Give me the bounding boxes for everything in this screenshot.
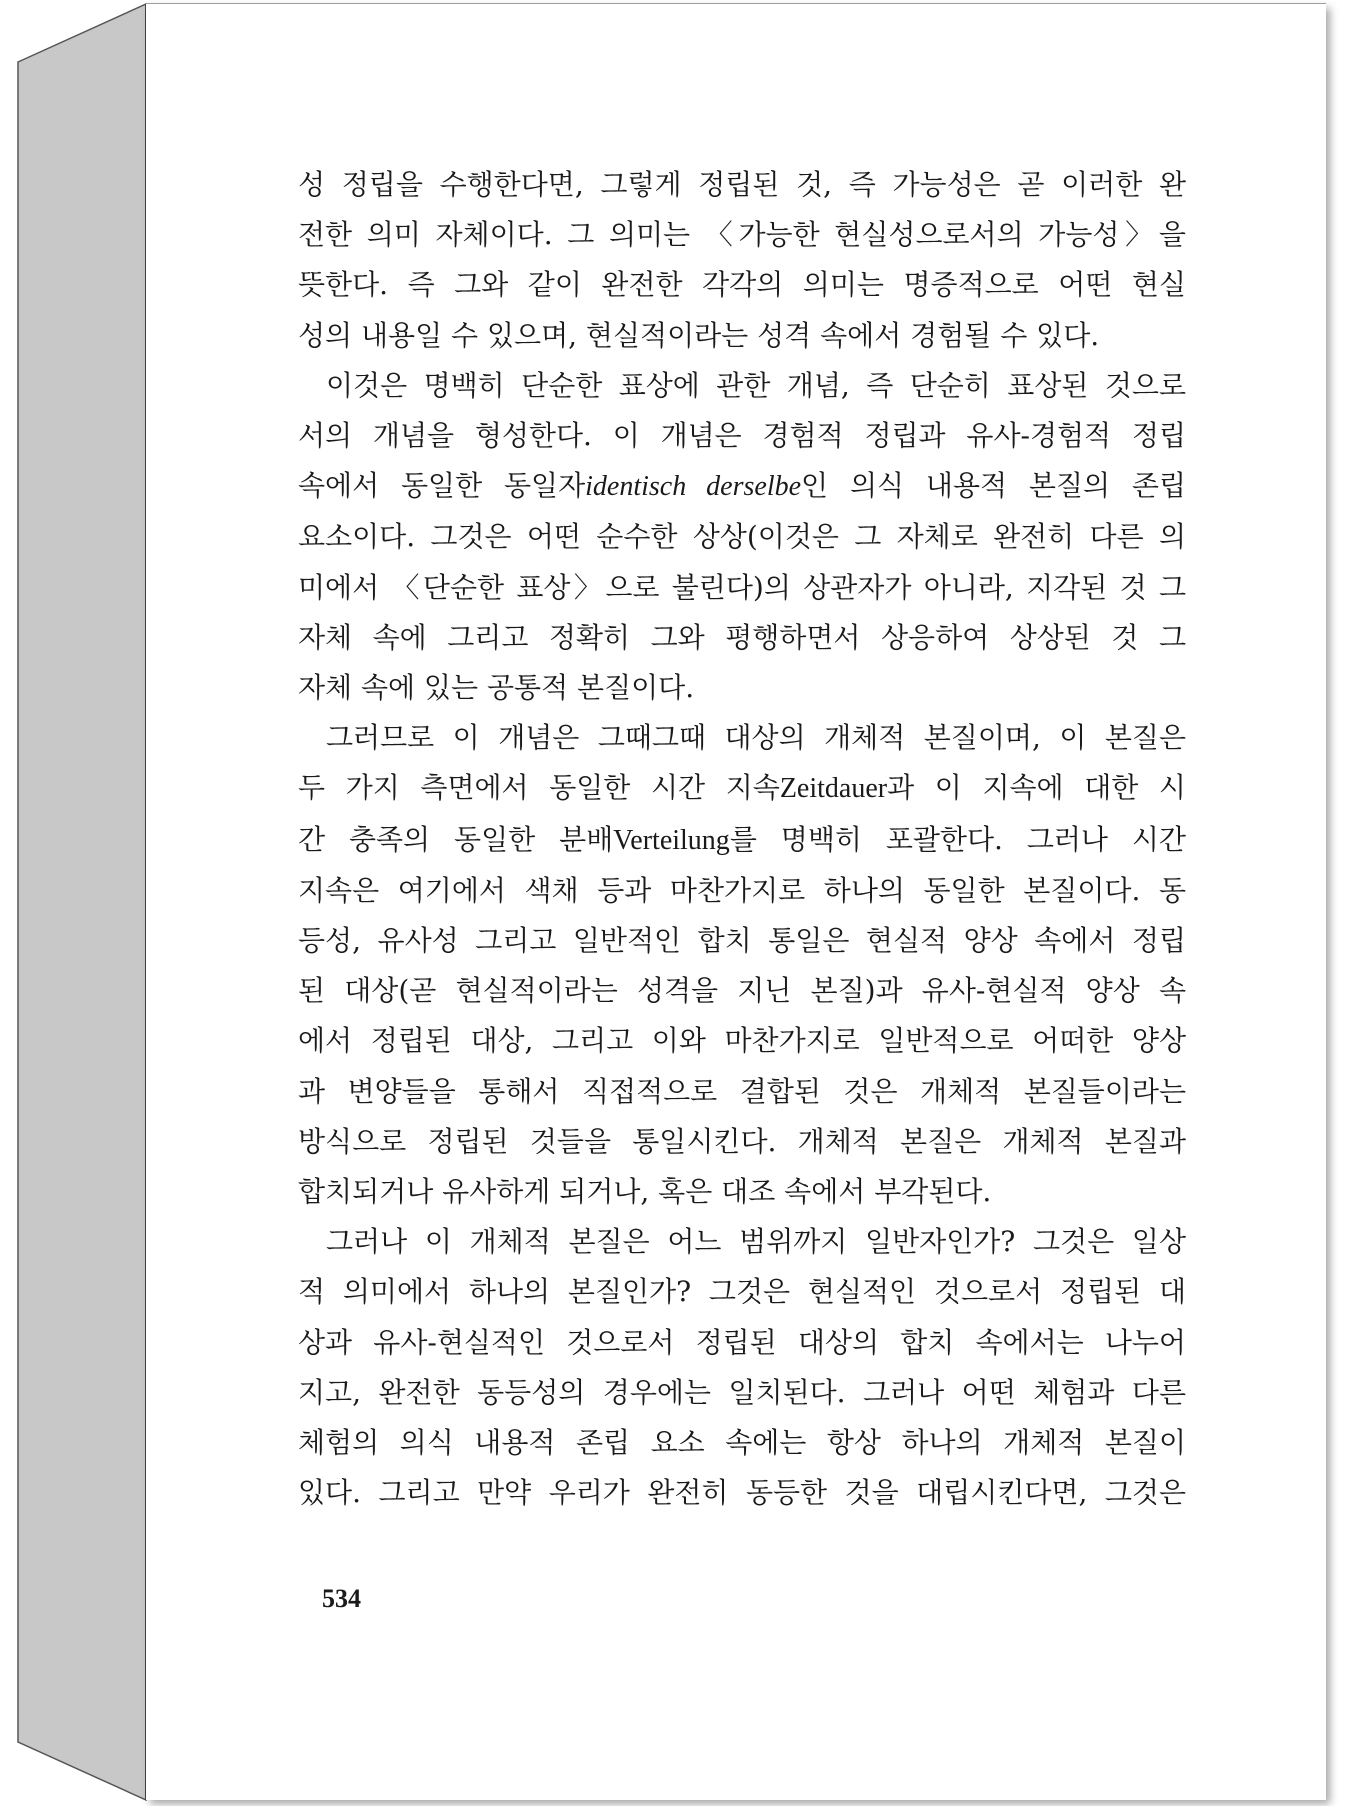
text-line: 있다. 그리고 만약 우리가 완전히 동등한 것을 대립시킨다면, 그것은 xyxy=(298,1476,1186,1510)
text-line: 미에서 〈단순한 표상〉으로 불린다)의 상관자가 아니라, 지각된 것 그 xyxy=(298,570,1186,604)
text-line: 등성, 유사성 그리고 일반적인 합치 통일은 현실적 양상 속에서 정립 xyxy=(298,924,1186,958)
text-line: 성 정립을 수행한다면, 그렇게 정립된 것, 즉 가능성은 곧 이러한 완 xyxy=(298,168,1186,201)
text-line xyxy=(298,815,1186,866)
foreign-term: Zeitdauer xyxy=(779,773,888,805)
text-line: 뜻한다. 즉 그와 같이 완전한 각각의 의미는 명증적으로 어떤 현실 xyxy=(298,268,1186,302)
text-segment: 과 이 지속에 대한 시 xyxy=(887,771,1186,805)
text-line: 그러나 이 개체적 본질은 어느 범위까지 일반자인가? 그것은 일상 xyxy=(326,1225,1186,1259)
text-line: 과 변양들을 통해서 직접적으로 결합된 것은 개체적 본질들이라는 xyxy=(298,1074,1186,1108)
text-line: 에서 정립된 대상, 그리고 이와 마찬가지로 일반적으로 어떠한 양상 xyxy=(298,1024,1186,1058)
text-line: 지속은 여기에서 색채 등과 마찬가지로 하나의 동일한 본질이다. 동 xyxy=(298,873,1186,907)
text-line: 된 대상(곧 현실적이라는 성격을 지닌 본질)과 유사-현실적 양상 속 xyxy=(298,974,1186,1008)
text-line: 체험의 의식 내용적 존립 요소 속에는 항상 하나의 개체적 본질이 xyxy=(298,1426,1186,1460)
text-line: 지고, 완전한 동등성의 경우에는 일치된다. 그러나 어떤 체험과 다른 xyxy=(298,1375,1186,1409)
foreign-term: identisch derselbe xyxy=(585,471,802,503)
text-line: 자체 속에 있는 공통적 본질이다. xyxy=(298,671,695,705)
text-line: 전한 의미 자체이다. 그 의미는 〈가능한 현실성으로서의 가능성〉을 xyxy=(298,218,1186,252)
text-line: 적 의미에서 하나의 본질인가? 그것은 현실적인 것으로서 정립된 대 xyxy=(298,1275,1186,1309)
text-line: 자체 속에 그리고 정확히 그와 평행하면서 상응하여 상상된 것 그 xyxy=(298,620,1186,654)
page-number: 534 xyxy=(322,1584,361,1613)
text-line: 방식으로 정립된 것들을 통일시킨다. 개체적 본질은 개체적 본질과 xyxy=(298,1124,1186,1158)
text-segment: 간 충족의 동일한 분배 xyxy=(298,822,614,856)
text-segment: 를 명백히 포괄한다. 그러나 시간 xyxy=(729,822,1186,856)
text-line: 합치되거나 유사하게 되거나, 혹은 대조 속에서 부각된다. xyxy=(298,1175,992,1209)
text-segment: 인 의식 내용적 본질의 존립 xyxy=(801,469,1186,503)
text-line: 요소이다. 그것은 어떤 순수한 상상(이것은 그 자체로 완전히 다른 의 xyxy=(298,520,1186,554)
text-segment: 두 가지 측면에서 동일한 시간 지속 xyxy=(298,771,780,805)
text-line: 서의 개념을 형성한다. 이 개념은 경험적 정립과 유사-경험적 정립 xyxy=(298,419,1186,453)
text-line: 성의 내용일 수 있으며, 현실적이라는 성격 속에서 경험될 수 있다. xyxy=(298,318,1100,352)
body-text xyxy=(298,160,1186,1518)
text-line xyxy=(298,461,1186,512)
text-line: 그러므로 이 개념은 그때그때 대상의 개체적 본질이며, 이 본질은 xyxy=(326,721,1186,755)
text-line: 상과 유사-현실적인 것으로서 정립된 대상의 합치 속에서는 나누어 xyxy=(298,1325,1186,1359)
text-line xyxy=(298,763,1186,814)
foreign-term: Verteilung xyxy=(613,824,730,856)
text-segment: 속에서 동일한 동일자 xyxy=(298,469,586,503)
text-line: 이것은 명백히 단순한 표상에 관한 개념, 즉 단순히 표상된 것으로 xyxy=(326,368,1186,402)
